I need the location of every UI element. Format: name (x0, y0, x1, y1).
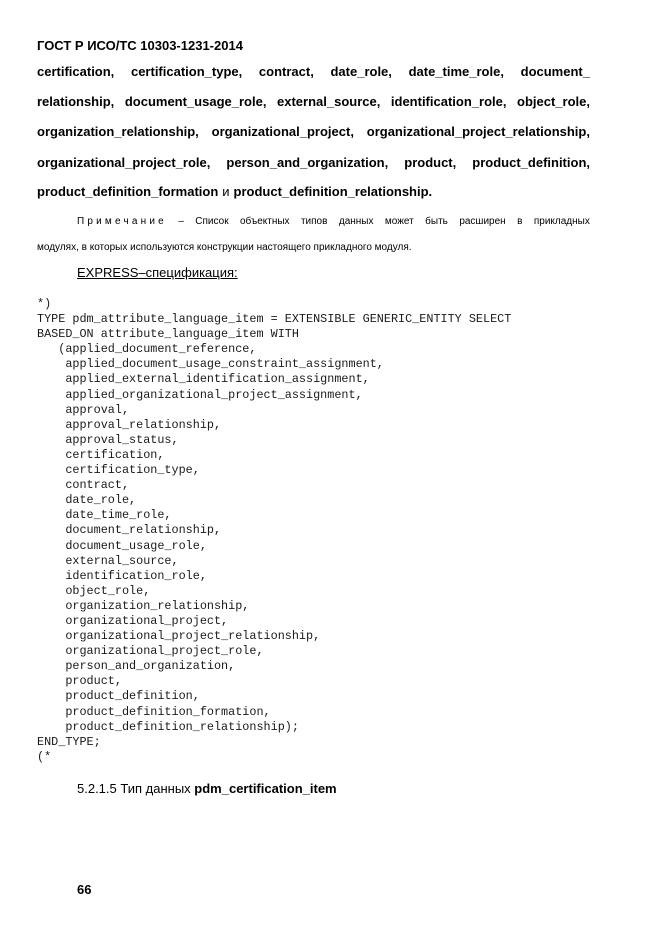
code-line: BASED_ON attribute_language_item WITH (37, 327, 299, 342)
type-item: product_definition, (472, 155, 590, 170)
code-line: product_definition, (37, 689, 200, 704)
code-line: external_source, (37, 553, 179, 568)
note-line-1 (77, 216, 590, 227)
code-line: date_time_role, (37, 508, 172, 523)
paragraph-line-5 (37, 184, 590, 199)
express-code-block (37, 297, 511, 765)
code-line: object_role, (37, 583, 151, 598)
note-word: объектных (240, 216, 290, 227)
note-word: данных (338, 216, 374, 227)
note-word: в (517, 216, 523, 227)
type-item: contract, (258, 64, 314, 79)
express-spec-title: EXPRESS–спецификация: (77, 265, 238, 280)
type-item: external_source, (277, 94, 381, 109)
code-line: organization_relationship, (37, 598, 250, 613)
paragraph-line-4 (37, 155, 590, 170)
conjunction: и (222, 184, 230, 199)
code-line: organizational_project_role, (37, 644, 264, 659)
paragraph-line-3 (37, 124, 590, 139)
code-line: applied_external_identification_assignment, (37, 372, 370, 387)
code-line: approval, (37, 402, 130, 417)
code-line: contract, (37, 478, 130, 493)
note-word: Список (195, 216, 229, 227)
code-line: *) (37, 297, 52, 311)
type-item: relationship, (37, 94, 115, 109)
type-item: organizational_project_relationship, (366, 124, 590, 139)
code-line: product_definition_formation, (37, 704, 271, 719)
type-item: organizational_project_role, (37, 155, 211, 170)
code-line: applied_document_usage_constraint_assignment, (37, 357, 384, 372)
document-header: ГОСТ Р ИСО/ТС 10303-1231-2014 (37, 38, 243, 53)
code-line: approval_relationship, (37, 417, 222, 432)
type-item: person_and_organization, (226, 155, 389, 170)
code-line: document_relationship, (37, 523, 222, 538)
note-word: прикладных (533, 216, 590, 227)
paragraph-line-2 (37, 94, 590, 109)
code-line: certification, (37, 447, 165, 462)
page-number: 66 (77, 882, 92, 897)
note-word: типов (300, 216, 328, 227)
code-line: TYPE pdm_attribute_language_item = EXTENSIBLE GENERIC_ENTITY SELECT (37, 312, 512, 327)
note-label: Примечание (77, 216, 167, 227)
type-item: organization_relationship, (37, 124, 199, 139)
section-type-name: pdm_certification_item (194, 781, 337, 796)
code-line: document_usage_role, (37, 538, 207, 553)
note-word: может (384, 216, 414, 227)
type-item: product, (404, 155, 457, 170)
type-item: product_definition_formation (37, 184, 219, 199)
code-line: (applied_document_reference, (37, 342, 257, 357)
note-word: быть (425, 216, 448, 227)
type-item: date_time_role, (408, 64, 504, 79)
type-item: certification_type, (130, 64, 243, 79)
type-item: certification, (37, 64, 115, 79)
code-line: certification_type, (37, 463, 200, 478)
type-item: product_definition_relationship. (233, 184, 433, 199)
code-line: person_and_organization, (37, 659, 236, 674)
code-line: (* (37, 749, 52, 764)
code-line: END_TYPE; (37, 734, 101, 749)
code-line: applied_organizational_project_assignment, (37, 387, 363, 402)
type-item: object_role, (517, 94, 590, 109)
code-line: product_definition_relationship); (37, 719, 299, 734)
type-item: identification_role, (390, 94, 507, 109)
section-prefix: 5.2.1.5 Тип данных (77, 781, 191, 796)
type-item: organizational_project, (211, 124, 354, 139)
code-line: date_role, (37, 493, 137, 508)
code-line: organizational_project, (37, 613, 229, 628)
section-heading (77, 781, 337, 796)
code-line: identification_role, (37, 568, 207, 583)
type-item: date_role, (330, 64, 392, 79)
note-dash: – (178, 216, 184, 227)
paragraph-line-1 (37, 64, 590, 79)
code-line: product, (37, 674, 122, 689)
note-line-2: модулях, в которых используются конструкции настоящего прикладного модуля. (37, 242, 412, 253)
type-item: document_ (520, 64, 590, 79)
type-item: document_usage_role, (124, 94, 267, 109)
code-line: approval_status, (37, 432, 179, 447)
code-line: organizational_project_relationship, (37, 629, 321, 644)
note-word: расширен (459, 216, 506, 227)
